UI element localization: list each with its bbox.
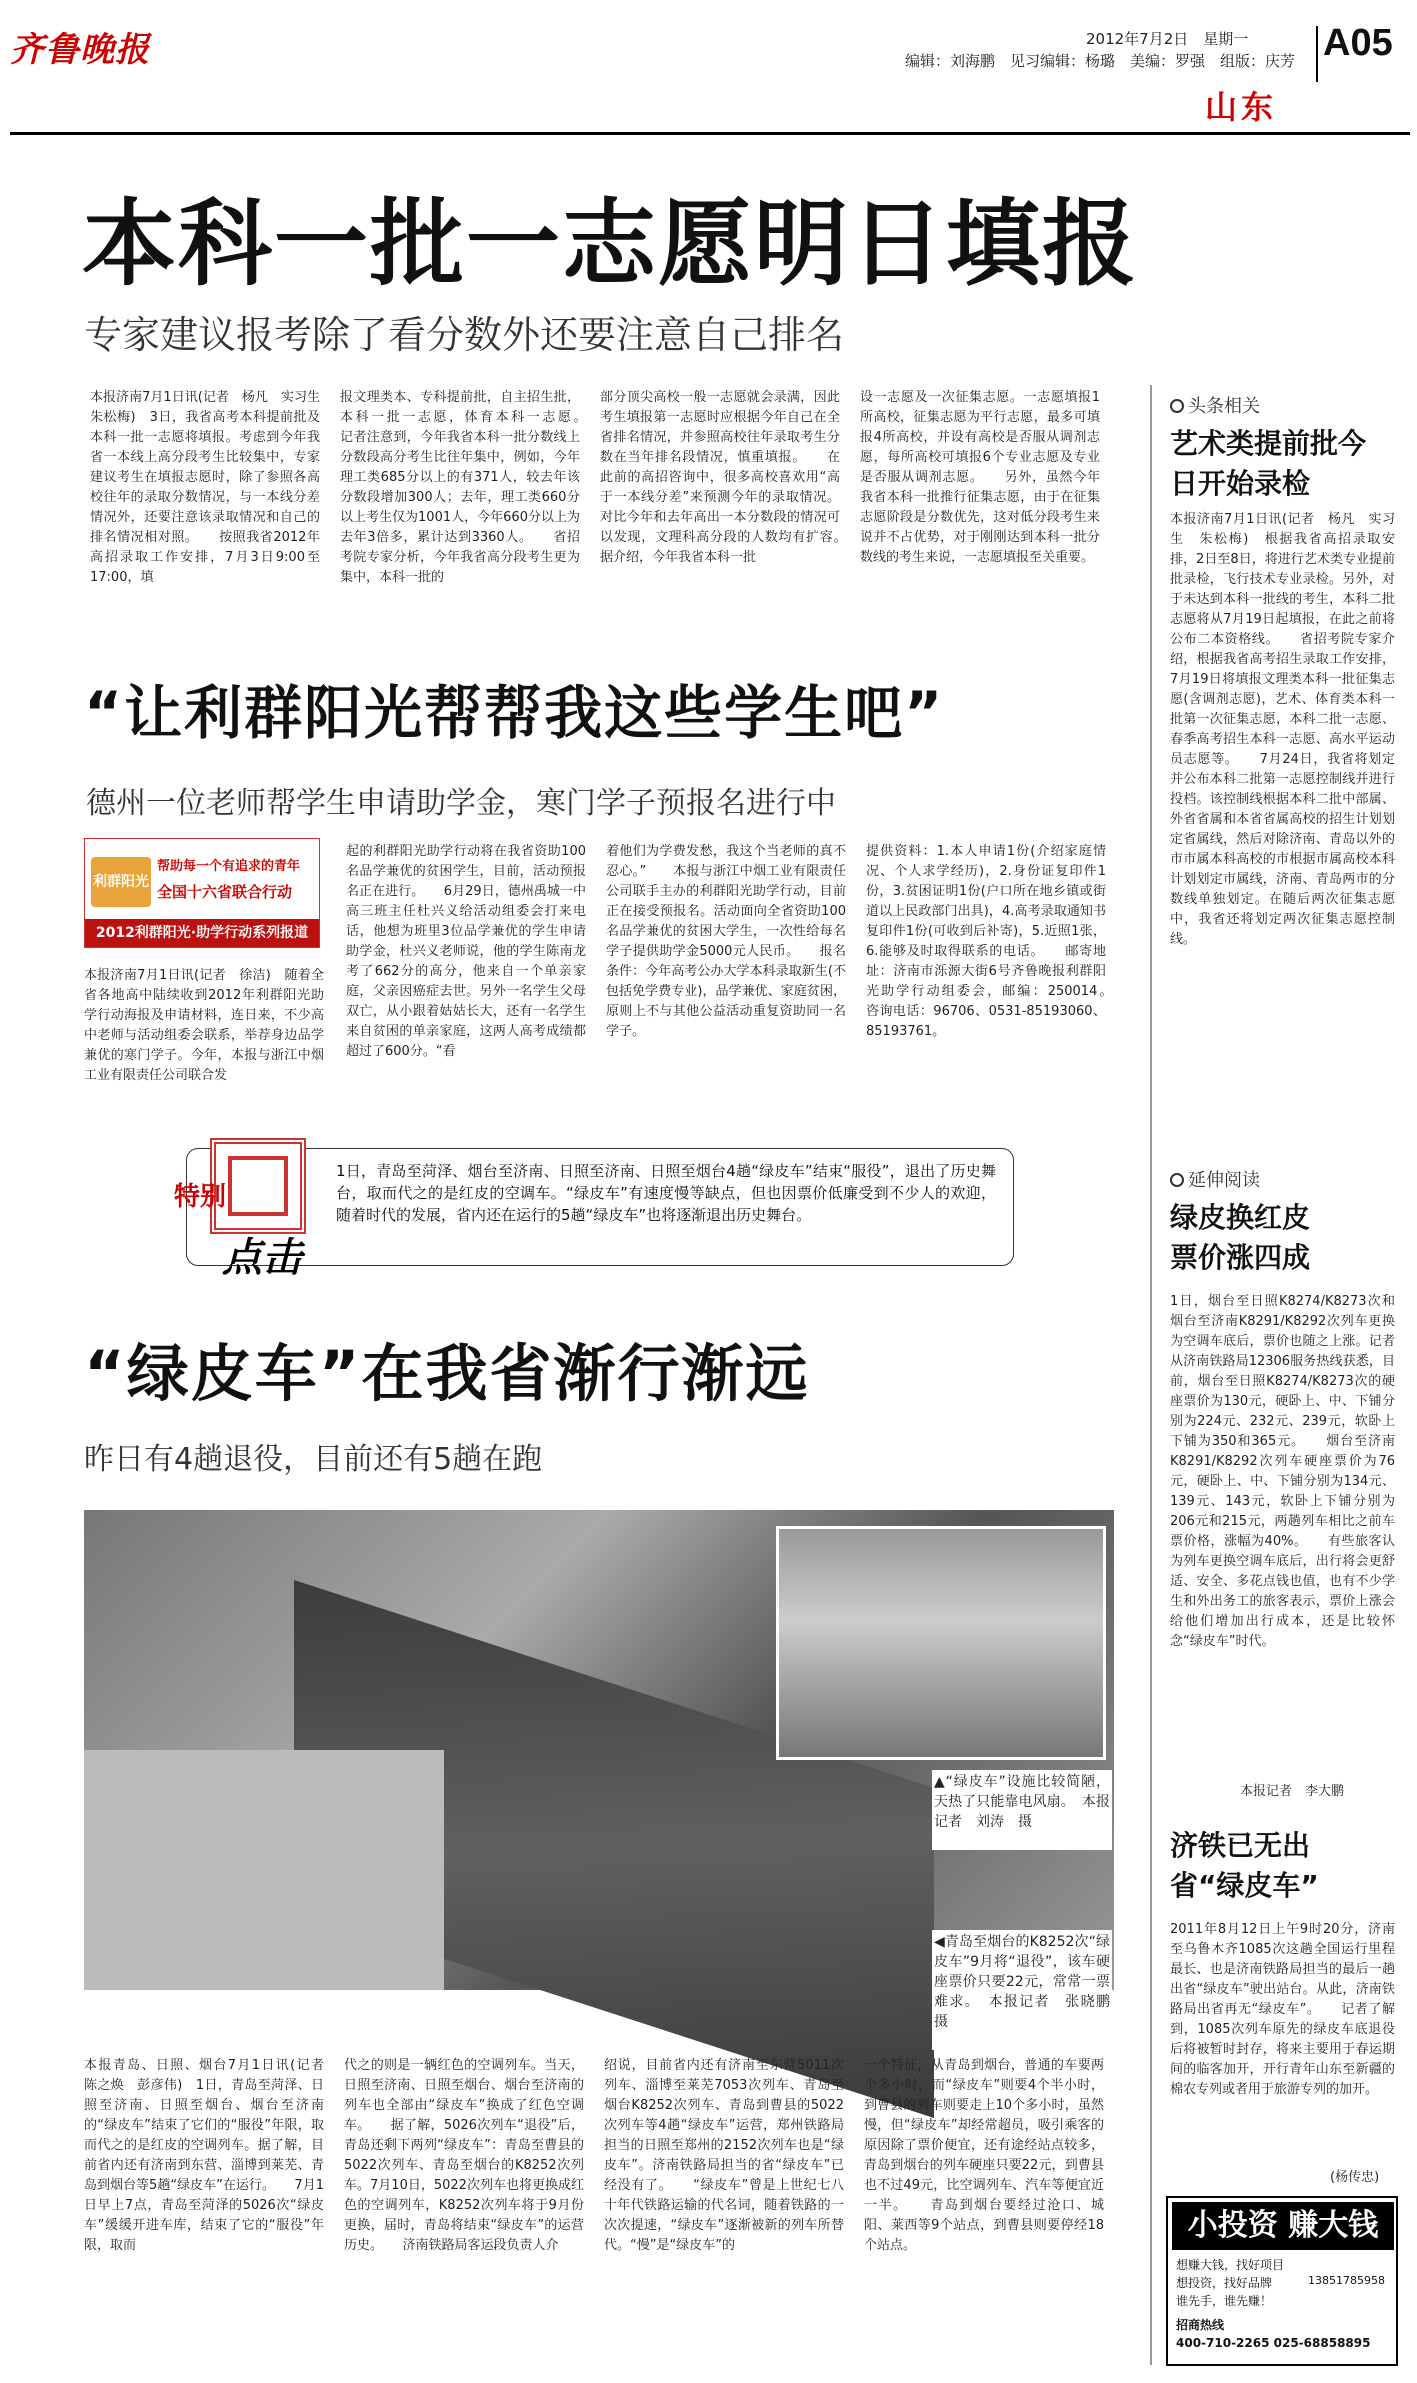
story2-subhead: 德州一位老师帮学生申请助学金，寒门学子预报名进行中 xyxy=(86,786,836,821)
main-subhead: 专家建议报考除了看分数外还要注意自己排名 xyxy=(84,313,845,357)
side1-body: 本报济南7月1日讯(记者 杨凡 实习生 朱松梅) 根据我省高招录取安排，2日至8日，将进行艺术类专业提前批录检，飞行技术专业录检。另外，对于未达到本科一批线的考生，本科二批志愿将从7月19日起填报，在此之前将公布二本资格线。 省招考院专家介绍，根据我省高考招生录取工作安排，7月19日将填报文理类本科一批征集志愿(含调剂志愿)，艺术、体育类本科一批第一次征集志愿，本科二批一志愿、春季高考招生本科一志愿、高水平运动员志愿等。 7月24日，我省将划定并公布本科二批第一志愿控制线并进行投档。该控制线根据本科二批中部属、外省省属和本省省属高校的招生计划划定省属线，然后对除济南、青岛以外的市市属本科高校的市根据市属高校本科计划划定市属线，济南、青岛两市的分数线单独划定。在随后两次征集志愿中，我省还将划定两次征集志愿控制线。 xyxy=(1170,512,1395,947)
ad-hotline-label: 招商热线 xyxy=(1176,2318,1225,2332)
main-headline: 本科一批一志愿明日填报 xyxy=(82,190,1139,299)
badge-top: 特别 xyxy=(174,1182,227,1212)
header-divider xyxy=(1316,26,1318,82)
story2-col-2: 起的利群阳光助学行动将在我省资助100名品学兼优的贫困学生，目前，活动预报名正在进行。 6月29日，德州禹城一中高三班主任杜兴义给活动组委会打来电话，他想为班里3位品学兼优的学生申请助学金，杜兴义老师说，他的学生陈南龙考了662分的高分，他来自一个单亲家庭，父亲因癌症去世。另外一名学生父母双亡，从小跟着姑姑长大，还有一名学生来自贫困的单亲家庭，这两人高考成绩都超过了600分。“看 xyxy=(346,844,586,1059)
side2-label-text: 延伸阅读 xyxy=(1188,1170,1260,1191)
logo-brand: 利群阳光 xyxy=(91,857,151,907)
staff-line: 编辑：刘海鹏 见习编辑：杨璐 美编：罗强 组版：庆芳 xyxy=(905,52,1296,70)
story2-col-3: 着他们为学费发愁，我这个当老师的真不忍心。” 本报与浙江中烟工业有限责任公司联手主办的利群阳光助学行动，目前正在接受预报名。活动面向全省资助100名品学兼优的贫困大学生，一次性给每名学子提供助学金5000元人民币。 报名条件：今年高考公办大学本科录取新生(不包括免学费专业)，品学兼优、家庭贫困，原则上不与其他公益活动重复资助同一名学子。 xyxy=(606,844,846,1039)
photo-caption-2: ◀青岛至烟台的K8252次“绿皮车”9月将“退役”，该车硬座票价只要22元，常常一票难求。 本报记者 张晓鹏 摄 xyxy=(932,1930,1112,2050)
ad-line-3: 谁先手，谁先赚！ xyxy=(1176,2294,1273,2308)
side2-body: 1日，烟台至日照K8274/K8273次和烟台至济南K8291/K8292次列车更换为空调车底后，票价也随之上涨。记者从济南铁路局12306服务热线获悉，目前，烟台至日照K8274/K8273次的硬座票价为130元，硬卧上、中、下铺分别为224元、232元、239元，软卧上下铺为350和365元。 烟台至济南K8291/K8292次列车硬座票价为76元，硬卧上、中、下铺分别为134元、139元、143元，软卧上下铺分别为206元和215元，两趟列车相比之前车票价格，涨幅为40%。 有些旅客认为列车更换空调车底后，出行将会更舒适、安全、多花点钱也值，也有不少学生和外出务工的旅客表示，票价上涨会给他们增加出行成本，还是比较怀念“绿皮车”时代。 xyxy=(1170,1294,1395,1649)
ad-phone-small: 13851785958 xyxy=(1308,2274,1385,2287)
side3-title: 济铁已无出省“绿皮车” xyxy=(1170,1829,1319,1902)
logo-banner: 2012利群阳光·助学行动系列报道 xyxy=(85,919,319,947)
ad-line-2: 想投资，找好品牌 xyxy=(1176,2276,1273,2290)
date-line: 2012年7月2日 星期一 xyxy=(1086,30,1249,48)
side1-title: 艺术类提前批今日开始录检 xyxy=(1170,427,1367,500)
special-click-badge xyxy=(174,1138,324,1281)
platform xyxy=(84,1750,444,1990)
bullet-icon xyxy=(1170,1173,1184,1187)
photo-caption-1: ▲“绿皮车”设施比较简陋，天热了只能靠电风扇。 本报记者 刘涛 摄 xyxy=(932,1770,1112,1850)
advertisement xyxy=(1166,2196,1398,2366)
masthead: 齐鲁晚报 xyxy=(10,30,150,70)
story2-col-1: 本报济南7月1日讯(记者 徐洁) 随着全省各地高中陆续收到2012年利群阳光助学行动海报及申请材料，连日来，不少高中老师与活动组委会联系，举荐身边品学兼优的寒门学子。今年，本报与浙江中烟工业有限责任公司联合发 xyxy=(84,968,324,1083)
side3-byline: (杨传忠) xyxy=(1330,2170,1380,2185)
main-col-1: 本报济南7月1日讯(记者 杨凡 实习生 朱松梅) 3日，我省高考本科提前批及本科一批一志愿将填报。考虑到今年我省一本线上高分段考生比较集中，专家建议考生在填报志愿时，除了参照各高校往年的录取分数情况，与一本线分差情况外，还要注意该录取情况和自己的排名情况相对照。 按照我省2012年高招录取工作安排，7月3日9:00至17:00，填 xyxy=(90,390,334,585)
ad-title: 小投资 赚大钱 xyxy=(1172,2202,1394,2250)
bullet-icon xyxy=(1170,399,1184,413)
section-name: 山东 xyxy=(1205,88,1278,126)
badge-bottom: 点击 xyxy=(222,1235,302,1281)
main-col-4: 设一志愿及一次征集志愿。一志愿填报1所高校，征集志愿为平行志愿，最多可填报4所高校，并设有高校是否服从调剂志愿，每所高校可填报6个专业志愿及专业是否服从调剂志愿。 另外，虽然今年我省本科一批推行征集志愿，由于在征集志愿阶段是分数优先，这对低分段考生来说并不占优势，对于刚刚达到本科一批分数线的考生来说，一志愿填报至关重要。 xyxy=(860,390,1100,565)
story3-col-3: 绍说，目前省内还有济南至东营5011次列车、淄博至莱芜7053次列车、青岛至烟台K8252次列车、青岛到曹县的5022次列车等4趟“绿皮车”运营，郑州铁路局担当的日照至郑州的2152次列车也是“绿皮车”。济南铁路局担当的省“绿皮车”已经没有了。 “绿皮车”曾是上世纪七八十年代铁路运输的代名词，随着铁路的一次次提速，“绿皮车”逐渐被新的列车所替代。“慢”是“绿皮车”的 xyxy=(604,2058,844,2253)
main-col-3: 部分顶尖高校一般一志愿就会录满，因此考生填报第一志愿时应根据今年自己在全省排名情况，并参照高校往年录取考生分数在当年排名段情况，慎重填报。 在此前的高招咨询中，很多高校喜欢用“高于一本线分差”来预测今年的录取情况。对比今年和去年高出一本分数段的情况可以发现，文理科高分段的人数均有扩容。 据介绍，今年我省本科一批 xyxy=(600,390,867,565)
story3-col-4: 一个特征，从青岛到烟台，普通的车要两个多小时，而“绿皮车”则要4个半小时，到曹县的列车则要走上10个多小时，虽然慢，但“绿皮车”却经常超员，吸引乘客的原因除了票价便宜，还有途经站点较多，青岛到烟台的列车硬座只要22元，到曹县也不过49元，比空调列车、汽车等便宜近一半。 青岛到烟台要经过沧口、城阳、莱西等9个站点，到曹县则要停经18个站点。 xyxy=(864,2058,1104,2253)
main-col-2: 报文理类本、专科提前批，自主招生批，本科一批一志愿，体育本科一志愿。 记者注意到，今年我省本科一批分数线上分数段高分考生比往年集中，例如，今年理工类685分以上的有371人，较去年该分数段增加300人；去年，理工类660分以上考生仅为1001人，今年660分以上为去年3倍多，累计达到3360人。 省招考院专家分析，今年我省高分段考生更为集中，本科一批的 xyxy=(340,390,607,585)
header-rule xyxy=(10,132,1410,135)
side2-title: 绿皮换红皮 票价涨四成 xyxy=(1170,1201,1339,1274)
story3-col-2: 代之的则是一辆红色的空调列车。当天，日照至济南、日照至烟台、烟台至济南的列车也全部由“绿皮车”换成了红色空调车。 据了解，5026次列车“退役”后，青岛还剩下两列“绿皮车”：青岛至曹县的5022次列车、青岛至烟台的K8252次列车。7月10日，5022次列车也将更换成红色的空调列车，K8252次列车将于9月份更换，届时，青岛将结束“绿皮车”的运营历史。 济南铁路局客运段负责人介 xyxy=(344,2058,584,2253)
story2-headline: “让利群阳光帮帮我这些学生吧” xyxy=(84,679,945,747)
page-number: A05 xyxy=(1323,22,1393,64)
side2-label xyxy=(1170,1166,1260,1192)
lique-sunshine-logo xyxy=(84,838,320,948)
side3-body: 2011年8月12日上午9时20分，济南至乌鲁木齐1085次这趟全国运行里程最长、也是济南铁路局担当的最后一趟出省“绿皮车”驶出站台。从此，济南铁路局出省再无“绿皮车”。 记者了解到，1085次列车原先的绿皮车底退役后将被暂时封存，将来主要用于春运期间的临客加开，开行青年山东至新疆的棉农专列或者用于旅游专列的加开。 xyxy=(1170,1922,1395,2097)
logo-line-2: 全国十六省联合行动 xyxy=(157,883,293,901)
ad-line-1: 想赚大钱，找好项目 xyxy=(1176,2258,1285,2272)
story3-subhead: 昨日有4趟退役，目前还有5趟在跑 xyxy=(84,1442,543,1477)
logo-line-1: 帮助每一个有追求的青年 xyxy=(157,859,301,874)
special-click-text: 1日，青岛至菏泽、烟台至济南、日照至济南、日照至烟台4趟“绿皮车”结束“服役”，退出了历史舞台，取而代之的是红皮的空调车。“绿皮车”有速度慢等缺点，但也因票价低廉受到不少人的欢迎，随着时代的发展，省内还在运行的5趟“绿皮车”也将逐渐退出历史舞台。 xyxy=(336,1162,996,1224)
side1-label xyxy=(1170,392,1260,418)
train-interior-photo xyxy=(776,1526,1106,1760)
story3-col-1: 本报青岛、日照、烟台7月1日讯(记者 陈之焕 彭彦伟) 1日，青岛至菏泽、日照至济南、日照至烟台、烟台至济南的“绿皮车”结束了它们的“服役”年限，取而代之的是红皮的空调列车。据了解，目前省内还有济南到东营、淄博到莱芜、青岛到烟台等5趟“绿皮车”在运行。 7月1日早上7点，青岛至菏泽的5026次“绿皮车”缓缓开进车库，结束了它的“服役”年限，取而 xyxy=(84,2058,338,2253)
sidebar-rule xyxy=(1150,385,1152,2365)
story3-headline: “绿皮车”在我省渐行渐远 xyxy=(84,1337,810,1410)
side1-label-text: 头条相关 xyxy=(1188,396,1260,417)
side2-byline: 本报记者 李大鹏 xyxy=(1240,1784,1345,1799)
story2-col-4: 提供资料：1.本人申请1份(介绍家庭情况、个人求学经历)，2.身份证复印件1份，3.贫困证明1份(户口所在地乡镇或街道以上民政部门出具)，4.高考录取通知书复印件1份(可收到后补寄)，5.近照1张，6.能够及时取得联系的电话。 邮寄地址：济南市泺源大街6号齐鲁晚报利群阳光助学行动组委会，邮编：250014。 咨询电话：96706、0531-85193060、85193761。 xyxy=(866,844,1133,1039)
ad-hotline: 400-710-2265 025-68858895 xyxy=(1176,2336,1371,2350)
